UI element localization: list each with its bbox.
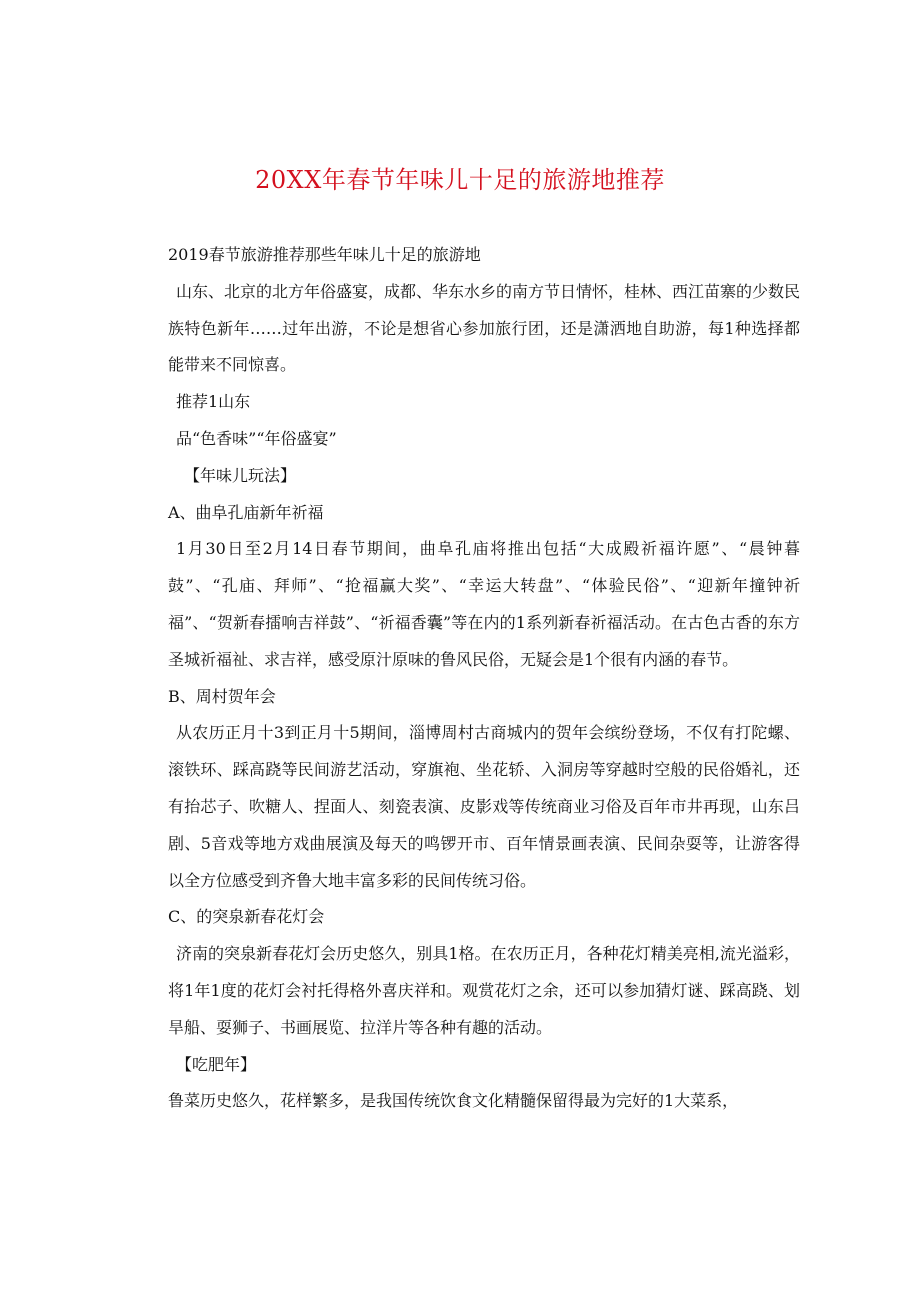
paragraph: 济南的突泉新春花灯会历史悠久，别具1格。在农历正月，各种花灯精美亮相,流光溢彩，将1年1度的花灯会衬托得格外喜庆祥和。观赏花灯之余，还可以参加猜灯谜、踩高跷、划旱船、耍狮子、书画展览、拉洋片等各种有趣的活动。: [168, 944, 800, 1037]
paragraph: 山东、北京的北方年俗盛宴，成都、华东水乡的南方节日情怀，桂林、西江苗寨的少数民族特色新年……过年出游，不论是想省心参加旅行团，还是潇洒地自助游，每1种选择都能带来不同惊喜。: [168, 281, 801, 375]
document-body: [168, 237, 800, 1120]
document-title: 20XX年春节年味儿十足的旅游地推荐: [255, 166, 665, 194]
paragraph: 鲁菜历史悠久，花样繁多，是我国传统饮食文化精髓保留得最为完好的1大菜系，: [168, 1091, 739, 1111]
paragraph: 从农历正月十3到正月十5期间，淄博周村古商城内的贺年会缤纷登场，不仅有打陀螺、滚铁环、踩高跷等民间游艺活动，穿旗袍、坐花轿、入洞房等穿越时空般的民俗婚礼，还有抬芯子、吹糖人、捏面人、刻瓷表演、皮影戏等传统商业习俗及百年市井再现，山东吕剧、5音戏等地方戏曲展演及每天的鸣锣开市、百年情景画表演、民间杂耍等，让游客得以全方位感受到齐鲁大地丰富多彩的民间传统习俗。: [168, 723, 800, 890]
paragraph: C、的突泉新春花灯会: [168, 907, 325, 927]
paragraph: A、曲阜孔庙新年祈福: [168, 502, 324, 522]
paragraph: B、周村贺年会: [168, 686, 276, 706]
paragraph: 推荐1山东: [176, 392, 251, 412]
paragraph: 【吃肥年】: [176, 1054, 257, 1074]
paragraph: 【年味儿玩法】: [184, 465, 297, 485]
paragraph: 1月30日至2月14日春节期间，曲阜孔庙将推出包括“大成殿祈福许愿”、“晨钟暮鼓”、“孔庙、拜师”、“抢福赢大奖”、“幸运大转盘”、“体验民俗”、“迎新年撞钟祈福”、“贺新春擂响吉祥鼓”、“祈福香囊”等在内的1系列新春祈福活动。在古色古香的东方圣城祈福祉、求吉祥，感受原汁原味的鲁风民俗，无疑会是1个很有内涵的春节。: [168, 539, 800, 669]
paragraph: 2019春节旅游推荐那些年味儿十足的旅游地: [168, 245, 481, 264]
paragraph: 品“色香味”“年俗盛宴”: [176, 428, 337, 448]
